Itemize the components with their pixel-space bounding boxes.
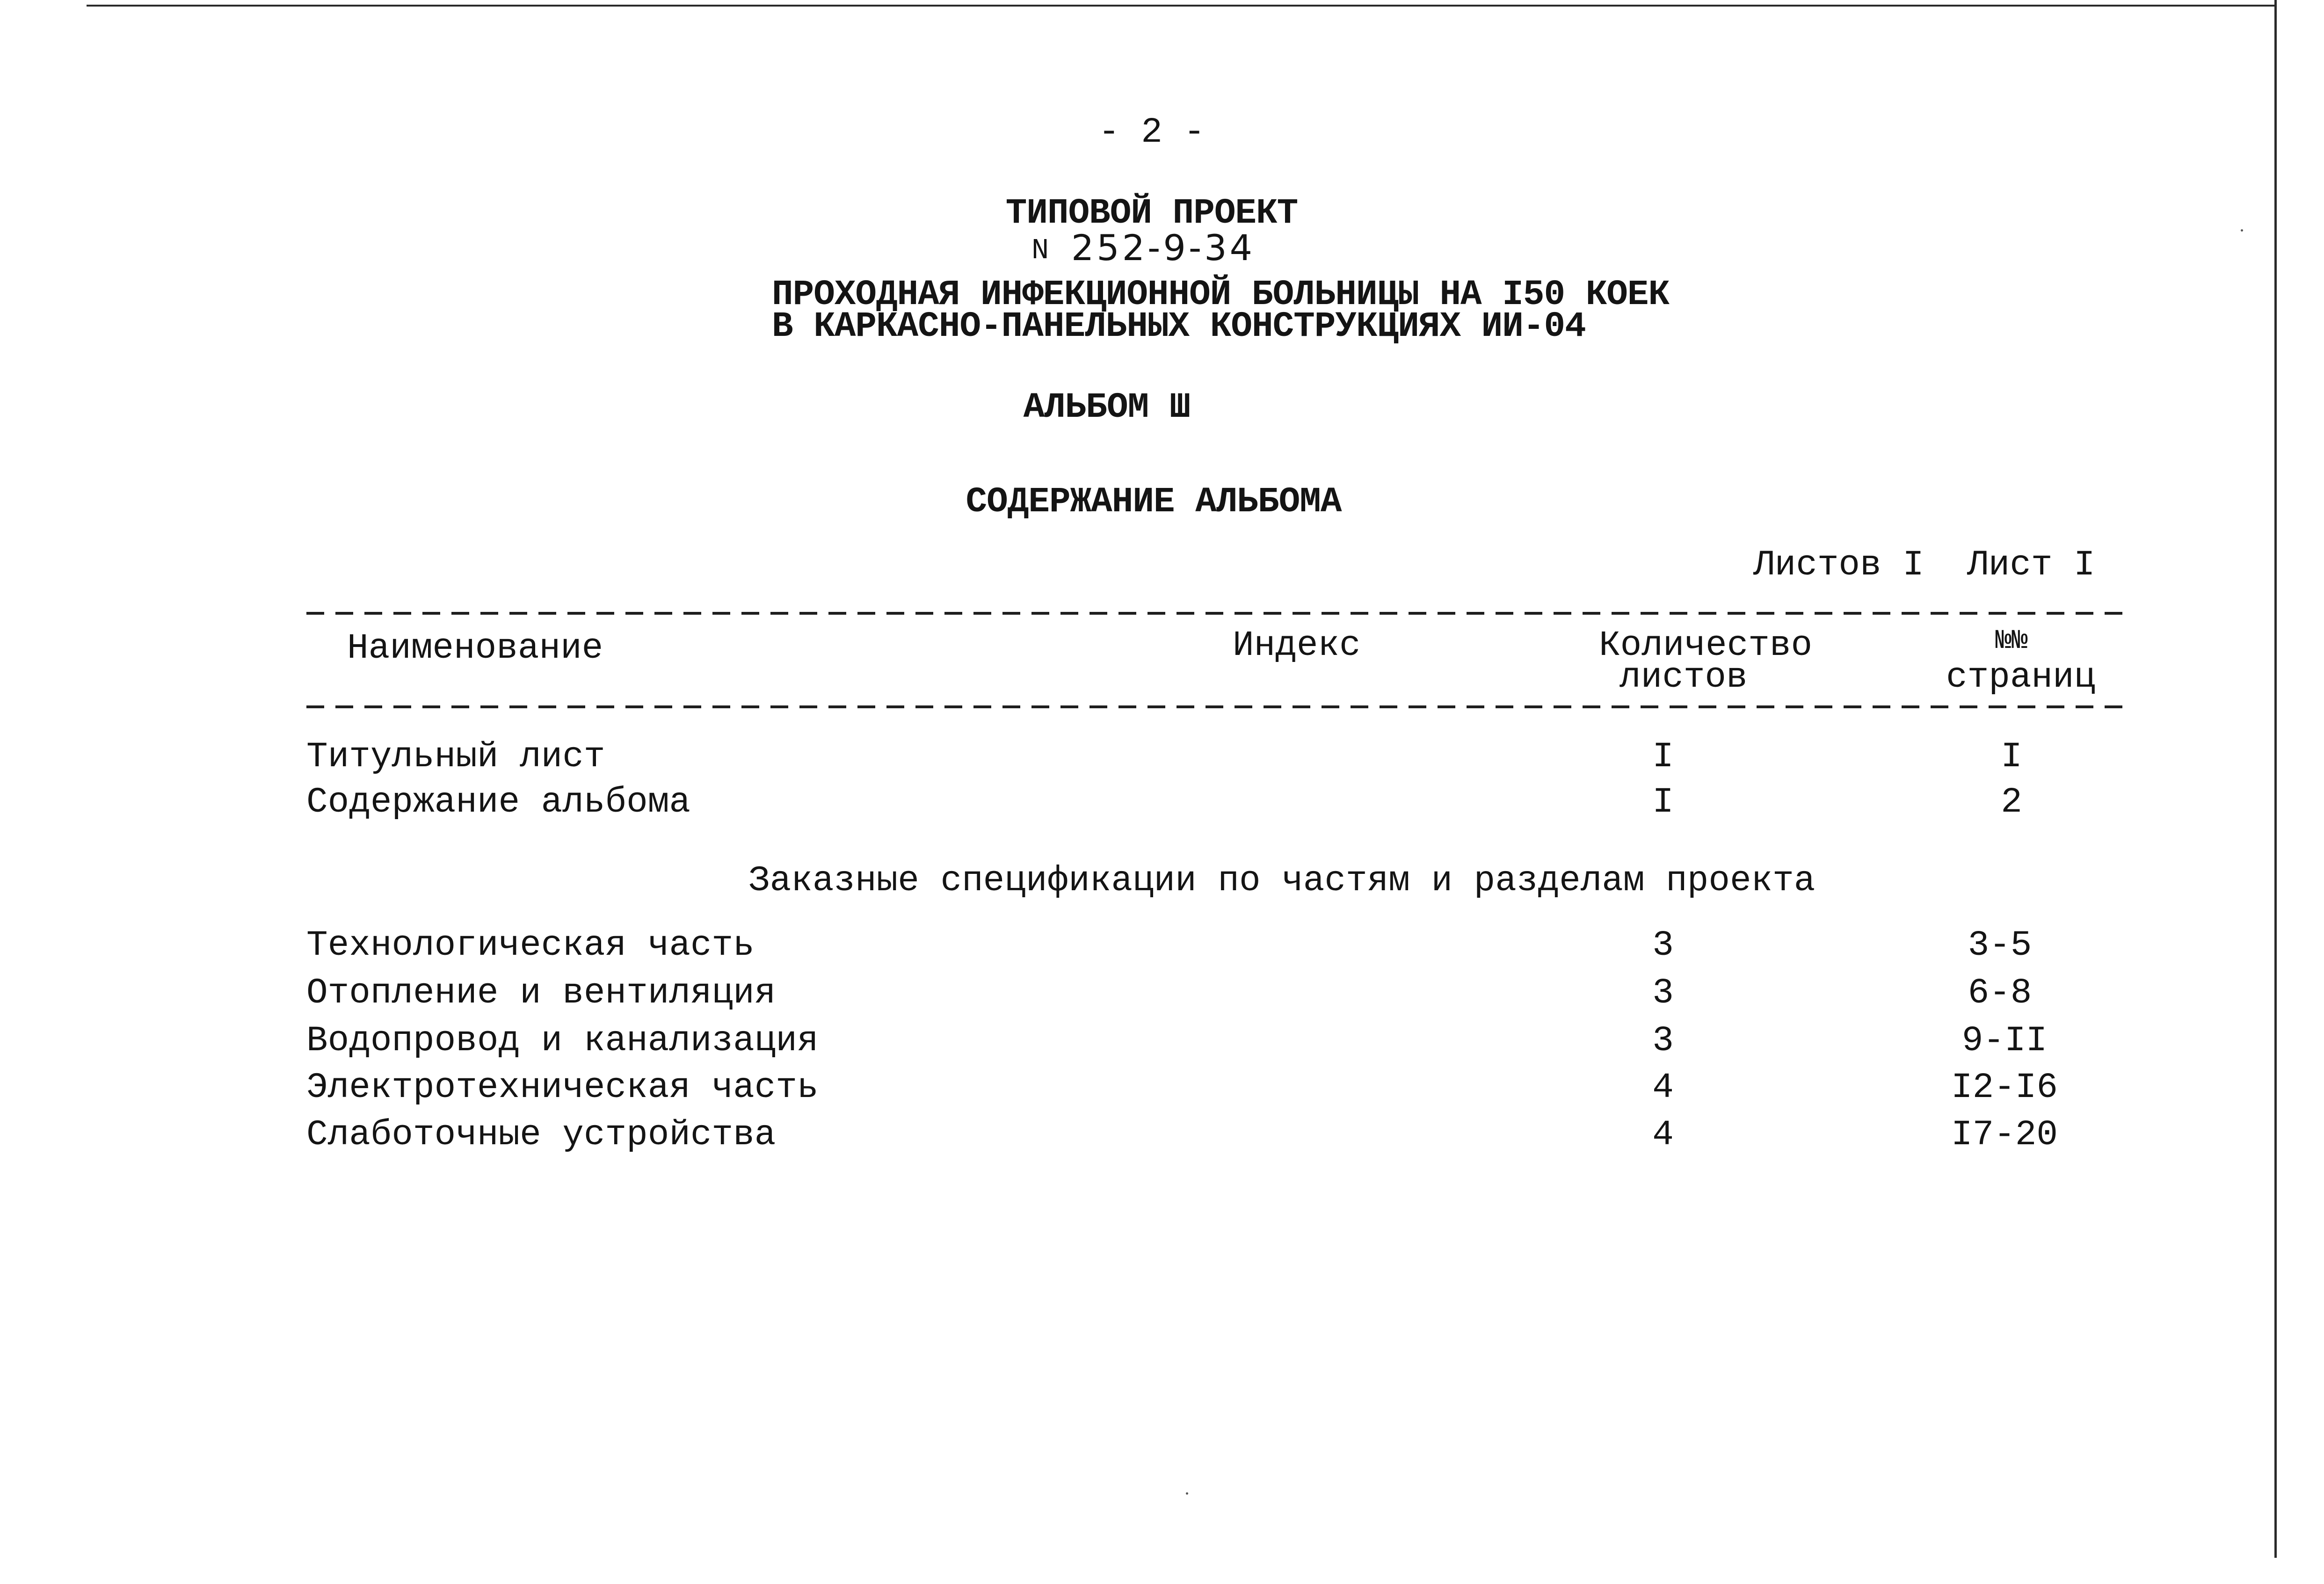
project-number-prefix: N xyxy=(1031,234,1049,267)
page-number: - 2 - xyxy=(1098,112,1206,153)
column-header-pages-line1: №№ xyxy=(1995,626,2028,656)
row-name: Водопровод и канализация xyxy=(306,1021,819,1061)
row-name: Титульный лист xyxy=(306,737,605,777)
scan-speck xyxy=(2241,229,2243,232)
contents-heading: СОДЕРЖАНИЕ АЛЬБОМА xyxy=(966,482,1342,522)
row-name: Слаботочные устройства xyxy=(306,1115,776,1155)
row-name: Отопление и вентиляция xyxy=(306,973,776,1013)
row-count: I xyxy=(1652,782,1674,822)
row-pages: 3-5 xyxy=(1968,925,2032,966)
row-pages: I2-I6 xyxy=(1951,1068,2058,1108)
project-number-handwritten: 252-9-34 xyxy=(1071,227,1255,269)
row-name: Технологическая часть xyxy=(306,925,755,966)
row-pages: I xyxy=(2001,737,2022,777)
row-count: 3 xyxy=(1652,1021,1674,1061)
column-header-pages-line2: страниц xyxy=(1946,657,2096,698)
sheets-total-label: Листов I xyxy=(1753,545,1924,585)
row-count: 3 xyxy=(1652,925,1674,966)
table-header-rule xyxy=(306,705,2133,708)
row-name: Электротехническая часть xyxy=(306,1068,819,1108)
sheet-number-label: Лист I xyxy=(1967,545,2095,585)
row-pages: 2 xyxy=(2001,782,2022,822)
page-frame-right-border xyxy=(2274,0,2277,1558)
row-count: 4 xyxy=(1652,1068,1674,1108)
row-pages: 9-II xyxy=(1961,1021,2048,1061)
scan-speck xyxy=(1186,1492,1188,1495)
column-header-count-line2: листов xyxy=(1620,657,1748,698)
row-name: Содержание альбома xyxy=(306,782,690,822)
table-top-rule xyxy=(306,612,2133,615)
project-name-line2: В КАРКАСНО-ПАНЕЛЬНЫХ КОНСТРУКЦИЯХ ИИ-04 xyxy=(772,306,1586,347)
row-count: I xyxy=(1652,737,1674,777)
album-title: АЛЬБОМ Ш xyxy=(1023,387,1191,428)
column-header-name: Наименование xyxy=(347,628,603,668)
column-header-count-line1: Количество xyxy=(1599,625,1813,666)
row-count: 4 xyxy=(1652,1115,1674,1155)
row-pages: 6-8 xyxy=(1968,973,2032,1013)
project-type-title: ТИПОВОЙ ПРОЕКТ xyxy=(1005,193,1298,233)
section-heading: Заказные спецификации по частям и разделам проекта xyxy=(748,861,1816,901)
page-frame-top-border xyxy=(87,5,2276,7)
row-pages: I7-20 xyxy=(1951,1115,2058,1155)
row-count: 3 xyxy=(1652,973,1674,1013)
column-header-index: Индекс xyxy=(1233,625,1361,666)
project-name-line1: ПРОХОДНАЯ ИНФЕКЦИОННОЙ БОЛЬНИЦЫ НА I50 КОЕК xyxy=(772,275,1670,315)
